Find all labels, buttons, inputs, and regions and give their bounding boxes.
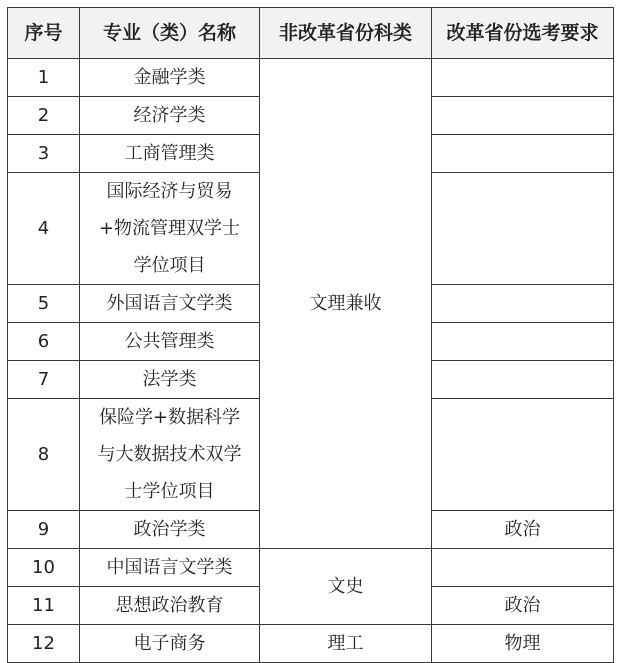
table-row bbox=[8, 625, 614, 663]
major-name bbox=[80, 625, 260, 663]
major-name-line: 政治学类 bbox=[133, 519, 206, 540]
major-name-line: 中国语言文学类 bbox=[106, 557, 233, 578]
major-name bbox=[80, 587, 260, 625]
subject-requirement: 政治 bbox=[432, 511, 614, 549]
category-cell: 文理兼收 bbox=[260, 59, 432, 549]
header-index: 序号 bbox=[8, 8, 80, 59]
row-index: 7 bbox=[8, 361, 80, 399]
major-name-line: 学位项目 bbox=[133, 255, 206, 276]
row-index: 12 bbox=[8, 625, 80, 663]
header-major-name: 专业（类）名称 bbox=[80, 8, 260, 59]
major-name bbox=[80, 323, 260, 361]
major-name-line: 思想政治教育 bbox=[115, 595, 224, 616]
major-name bbox=[80, 549, 260, 587]
major-name bbox=[80, 361, 260, 399]
major-name-line: 与大数据技术双学 bbox=[97, 444, 242, 465]
major-name bbox=[80, 135, 260, 173]
category-cell: 文史 bbox=[260, 549, 432, 625]
major-name-line: 国际经济与贸易 bbox=[106, 181, 233, 202]
row-index: 2 bbox=[8, 97, 80, 135]
header-subject-requirement: 改革省份选考要求 bbox=[432, 8, 614, 59]
major-name-line: 工商管理类 bbox=[124, 143, 215, 164]
row-index: 9 bbox=[8, 511, 80, 549]
major-name bbox=[80, 173, 260, 285]
category-cell: 理工 bbox=[260, 625, 432, 663]
row-index: 4 bbox=[8, 173, 80, 285]
major-name-line: 法学类 bbox=[142, 369, 197, 390]
major-name-line: 公共管理类 bbox=[124, 331, 215, 352]
subject-requirement: 物理 bbox=[432, 625, 614, 663]
major-name bbox=[80, 399, 260, 511]
major-name-line: 保险学+数据科学 bbox=[98, 407, 241, 428]
row-index: 6 bbox=[8, 323, 80, 361]
row-index: 1 bbox=[8, 59, 80, 97]
subject-requirement bbox=[432, 361, 614, 399]
major-name-line: 金融学类 bbox=[133, 67, 206, 88]
subject-requirement bbox=[432, 59, 614, 97]
subject-requirement bbox=[432, 285, 614, 323]
subject-requirement bbox=[432, 173, 614, 285]
table-row bbox=[8, 549, 614, 587]
major-name-line: 经济学类 bbox=[133, 105, 206, 126]
subject-requirement bbox=[432, 135, 614, 173]
subject-requirement: 政治 bbox=[432, 587, 614, 625]
subject-requirement bbox=[432, 97, 614, 135]
row-index: 5 bbox=[8, 285, 80, 323]
major-name bbox=[80, 59, 260, 97]
row-index: 8 bbox=[8, 399, 80, 511]
table-row bbox=[8, 59, 614, 97]
subject-requirement bbox=[432, 323, 614, 361]
major-name bbox=[80, 285, 260, 323]
subject-requirement bbox=[432, 399, 614, 511]
major-name bbox=[80, 511, 260, 549]
table-header-row bbox=[8, 8, 614, 59]
row-index: 3 bbox=[8, 135, 80, 173]
major-name bbox=[80, 97, 260, 135]
row-index: 10 bbox=[8, 549, 80, 587]
subject-requirement bbox=[432, 549, 614, 587]
major-name-line: +物流管理双学士 bbox=[98, 218, 241, 239]
major-name-line: 士学位项目 bbox=[124, 481, 215, 502]
admission-table bbox=[7, 7, 614, 663]
row-index: 11 bbox=[8, 587, 80, 625]
table-body bbox=[8, 59, 614, 663]
major-name-line: 外国语言文学类 bbox=[106, 293, 233, 314]
header-category: 非改革省份科类 bbox=[260, 8, 432, 59]
major-name-line: 电子商务 bbox=[133, 633, 206, 654]
